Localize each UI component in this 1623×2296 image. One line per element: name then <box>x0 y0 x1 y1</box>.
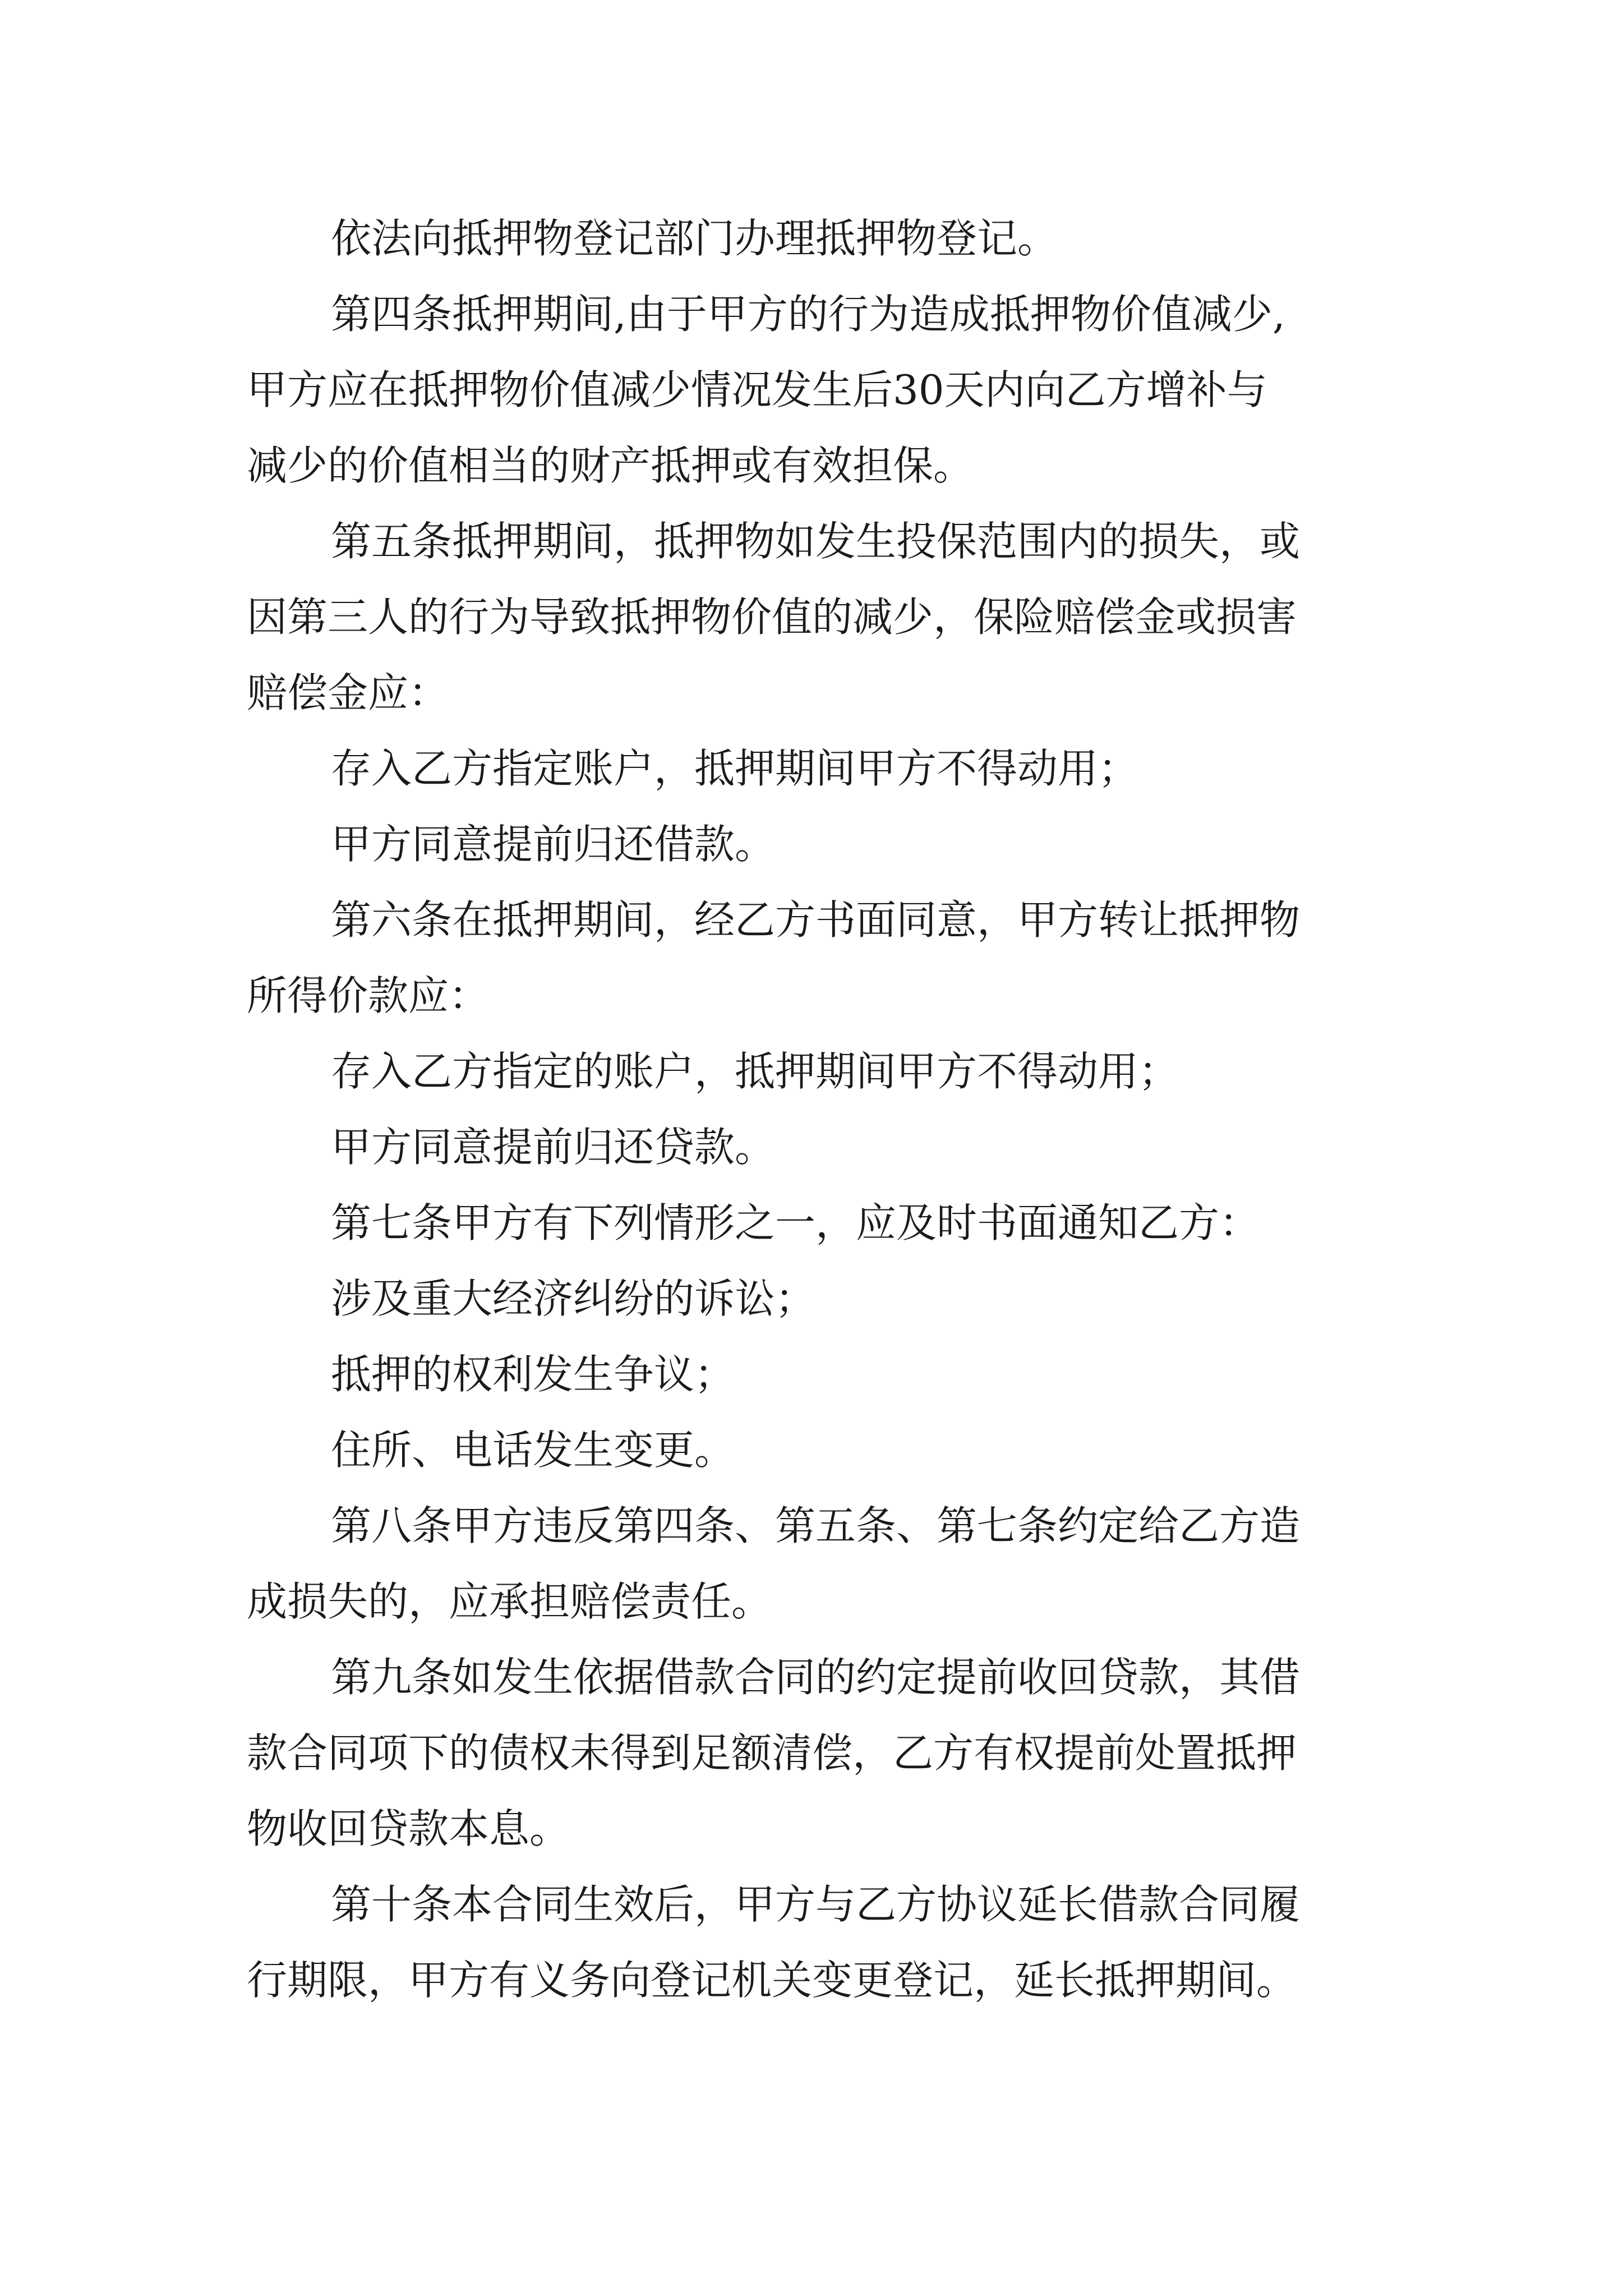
text-line: 因第三人的行为导致抵押物价值的减少，保险赔偿金或损害 <box>247 593 1297 641</box>
text-line: 依法向抵押物登记部门办理抵押物登记。 <box>331 215 1058 262</box>
text-line: 抵押的权利发生争议； <box>331 1351 735 1398</box>
text-line: 第十条本合同生效后，甲方与乙方协议延长借款合同履 <box>331 1881 1301 1928</box>
text-line: 第八条甲方违反第四条、第五条、第七条约定给乙方造 <box>331 1502 1301 1549</box>
text-line: 甲方同意提前归还借款。 <box>331 821 776 868</box>
text-line: 行期限，甲方有义务向登记机关变更登记，延长抵押期间。 <box>247 1957 1297 2004</box>
text-line: 物收回贷款本息。 <box>247 1805 570 1852</box>
text-line: 存入乙方指定账户，抵押期间甲方不得动用； <box>331 745 1139 792</box>
text-line: 赔偿金应： <box>247 669 449 716</box>
text-line: 住所、电话发生变更。 <box>331 1427 735 1474</box>
text-line: 减少的价值相当的财产抵押或有效担保。 <box>247 442 974 489</box>
text-line: 涉及重大经济纠纷的诉讼； <box>331 1275 816 1322</box>
document-body <box>247 201 1424 2018</box>
text-line: 第六条在抵押期间，经乙方书面同意，甲方转让抵押物 <box>331 896 1301 944</box>
text-line: 第九条如发生依据借款合同的约定提前收回贷款，其借 <box>331 1654 1301 1701</box>
text-line: 成损失的，应承担赔偿责任。 <box>247 1578 772 1625</box>
text-line: 所得价款应： <box>247 972 490 1019</box>
text-line: 甲方同意提前归还贷款。 <box>331 1124 776 1171</box>
text-line: 存入乙方指定的账户，抵押期间甲方不得动用； <box>331 1048 1179 1095</box>
text-line: 款合同项下的债权未得到足额清偿，乙方有权提前处置抵押 <box>247 1729 1297 1777</box>
text-line: 第七条甲方有下列情形之一，应及时书面通知乙方： <box>331 1199 1260 1246</box>
text-line: 第五条抵押期间，抵押物如发生投保范围内的损失，或 <box>331 518 1301 565</box>
text-line: 第四条抵押期间,由于甲方的行为造成抵押物价值减少, <box>331 291 1285 338</box>
text-line: 甲方应在抵押物价值减少情况发生后30天内向乙方增补与 <box>247 366 1267 413</box>
